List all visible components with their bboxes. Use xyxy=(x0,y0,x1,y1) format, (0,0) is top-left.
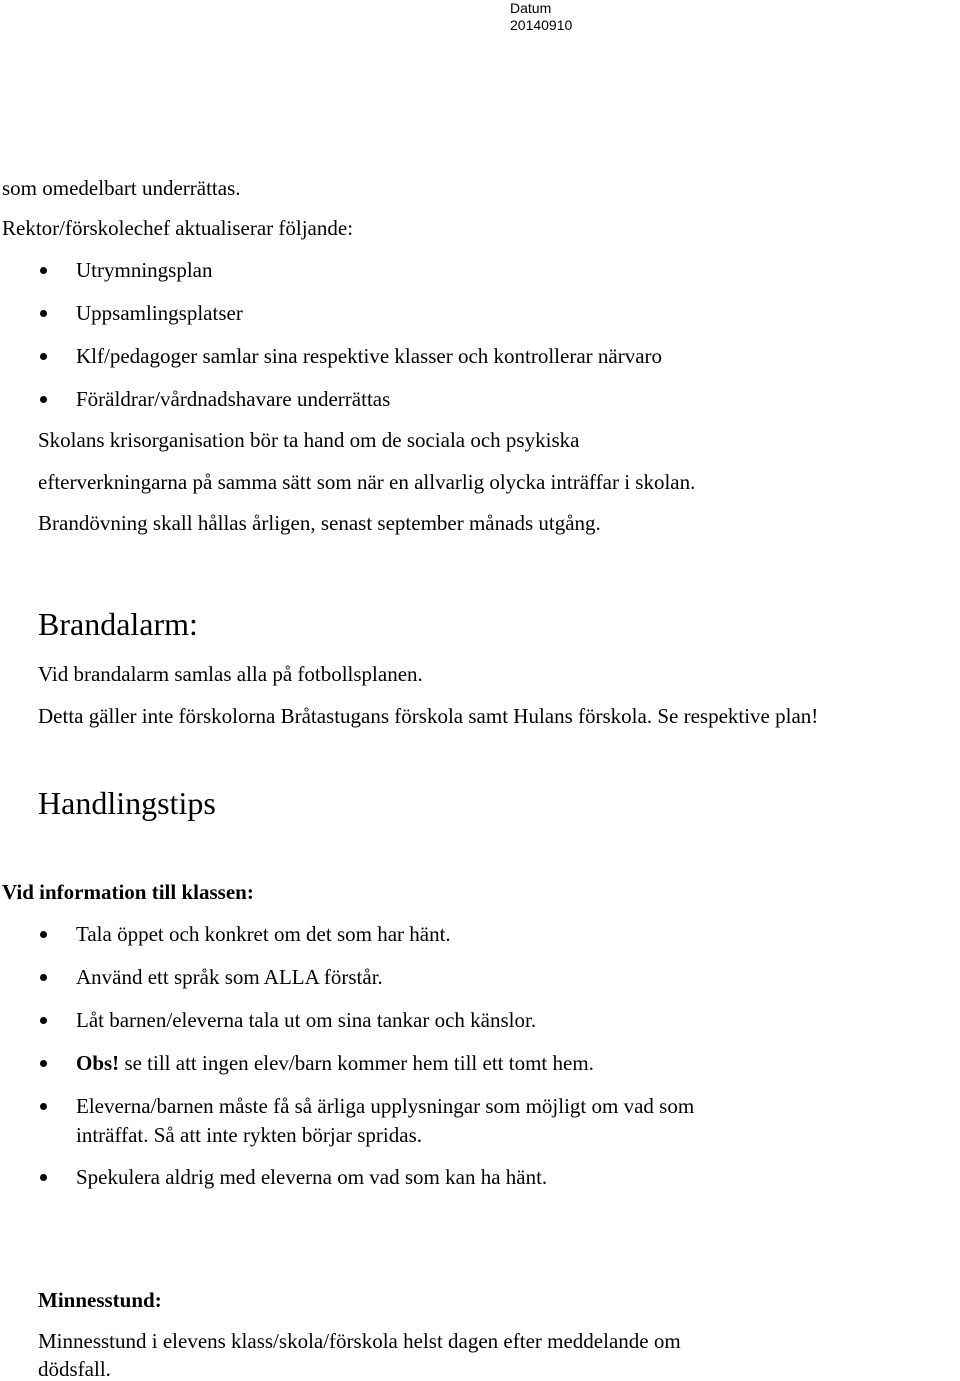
bullet-icon xyxy=(40,267,47,274)
tip-item: Spekulera aldrig med eleverna om vad som kan ha hänt. xyxy=(76,1165,548,1189)
bullet-icon xyxy=(40,310,47,317)
action-item: Uppsamlingsplatser xyxy=(76,301,243,325)
tips-subheading: Vid information till klassen: xyxy=(2,880,254,904)
bullet-icon xyxy=(40,396,47,403)
memorial-line-1: Minnesstund i elevens klass/skola/förskola helst dagen efter meddelande om xyxy=(38,1329,681,1353)
obs-label: Obs! xyxy=(76,1051,120,1075)
document-header xyxy=(510,0,572,34)
intro-line-2: Rektor/förskolechef aktualiserar följande: xyxy=(2,216,354,240)
bullet-icon xyxy=(40,1103,47,1110)
tip-item: Använd ett språk som ALLA förstår. xyxy=(76,965,383,989)
bullet-icon xyxy=(40,1017,47,1024)
action-item: Utrymningsplan xyxy=(76,258,213,282)
memorial-heading: Minnesstund: xyxy=(38,1288,162,1312)
date-value: 20140910 xyxy=(510,17,573,33)
bullet-icon xyxy=(40,353,47,360)
intro-line-1: som omedelbart underrättas. xyxy=(2,176,241,200)
bullet-icon xyxy=(40,1174,47,1181)
tip-item-line-2: inträffat. Så att inte rykten börjar spridas. xyxy=(76,1123,423,1147)
date-label: Datum xyxy=(510,0,552,16)
obs-text: se till att ingen elev/barn kommer hem till ett tomt hem. xyxy=(119,1051,594,1075)
fire-alarm-line-2: Detta gäller inte förskolorna Bråtastugans förskola samt Hulans förskola. Se respektive plan! xyxy=(38,704,819,728)
tip-item-line-1: Eleverna/barnen måste få så ärliga upplysningar som möjligt om vad som xyxy=(76,1094,695,1118)
action-item: Föräldrar/vårdnadshavare underrättas xyxy=(76,387,391,411)
tip-item: Tala öppet och konkret om det som har hänt. xyxy=(76,922,451,946)
crisis-line-2: efterverkningarna på samma sätt som när en allvarlig olycka inträffar i skolan. xyxy=(38,470,696,494)
bullet-icon xyxy=(40,974,47,981)
bullet-icon xyxy=(40,1060,47,1067)
crisis-line-1: Skolans krisorganisation bör ta hand om de sociala och psykiska xyxy=(38,428,580,452)
bullet-icon xyxy=(40,931,47,938)
fire-alarm-line-1: Vid brandalarm samlas alla på fotbollsplanen. xyxy=(38,662,423,686)
tip-item-obs xyxy=(76,1051,594,1075)
drill-line: Brandövning skall hållas årligen, senast september månads utgång. xyxy=(38,511,601,535)
action-item: Klf/pedagoger samlar sina respektive klasser och kontrollerar närvaro xyxy=(76,344,663,368)
fire-alarm-heading: Brandalarm: xyxy=(38,606,198,642)
memorial-line-2: dödsfall. xyxy=(38,1357,111,1381)
tips-heading: Handlingstips xyxy=(38,785,216,821)
tip-item: Låt barnen/eleverna tala ut om sina tankar och känslor. xyxy=(76,1008,537,1032)
